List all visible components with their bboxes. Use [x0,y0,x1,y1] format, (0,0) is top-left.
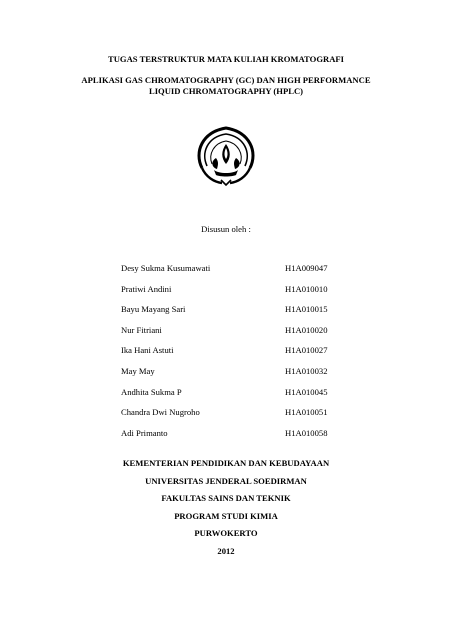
member-nim: H1A010010 [285,283,328,294]
member-name: Adi Primanto [121,427,168,438]
member-name: Nur Fitriani [121,324,162,335]
member-nim: H1A010032 [285,365,328,376]
member-nim: H1A010027 [285,345,328,356]
member-row [121,387,381,408]
member-nim: H1A009047 [285,263,328,273]
member-nim: H1A010015 [285,304,328,315]
member-row [121,366,381,387]
ministry-name: KEMENTERIAN PENDIDIKAN DAN KEBUDAYAAN [122,458,330,468]
topic-title [0,75,452,97]
member-row [121,304,381,325]
member-name: Bayu Mayang Sari [121,304,186,315]
member-row [121,345,381,366]
member-list [121,263,381,448]
byline-label: Disusun oleh : [201,224,251,234]
member-row [121,407,381,428]
study-program: PROGRAM STUDI KIMIA [174,510,278,521]
member-name: Chandra Dwi Nugroho [121,407,200,418]
university-seal-icon [192,122,260,188]
member-name: Desy Sukma Kusumawati [121,263,211,273]
member-nim: H1A010058 [285,427,328,438]
member-row [121,284,381,305]
member-row [121,325,381,346]
member-row [121,263,381,284]
member-nim: H1A010051 [285,407,328,418]
member-name: Pratiwi Andini [121,283,172,294]
city: PURWOKERTO [194,528,258,538]
member-name: Andhita Sukma P [121,386,182,397]
member-row [121,428,381,449]
member-name: May May [121,365,155,376]
faculty-name: FAKULTAS SAINS DAN TEKNIK [161,493,291,503]
topic-title-line-1: APLIKASI GAS CHROMATOGRAPHY (GC) DAN HIGH PERFORMANCE [81,75,371,85]
institution-block [0,458,452,563]
member-name: Ika Hani Astuti [121,345,174,356]
member-nim: H1A010045 [285,386,328,397]
topic-title-line-2: LIQUID CHROMATOGRAPHY (HPLC) [148,86,304,96]
university-name: UNIVERSITAS JENDERAL SOEDIRMAN [145,475,307,486]
course-title: TUGAS TERSTRUKTUR MATA KULIAH KROMATOGRAFI [107,54,345,64]
year: 2012 [217,545,235,556]
member-nim: H1A010020 [285,324,328,335]
